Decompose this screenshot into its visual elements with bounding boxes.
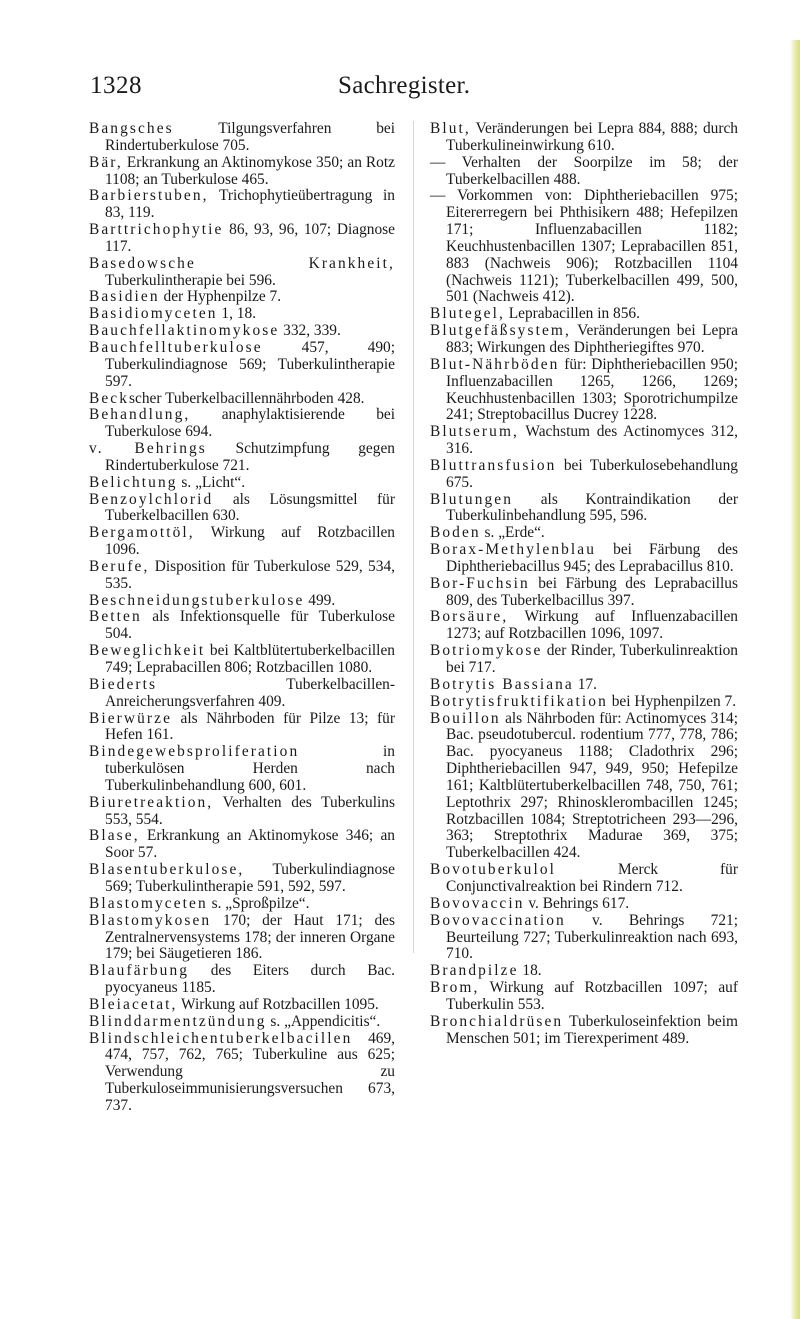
index-keyword: Bleiacetat, (89, 995, 178, 1013)
index-keyword: Bovovaccin (430, 894, 525, 912)
index-entry (430, 677, 738, 694)
index-entry (430, 542, 738, 576)
index-references: Wirkung auf Rotzbacillen 1097; auf Tuberkulin 553. (446, 979, 738, 1013)
index-entry (89, 828, 395, 862)
index-references: in tuberkulösen Herden nach Tuberkulinbehandlung 600, 601. (105, 743, 395, 794)
index-entry (89, 222, 395, 256)
index-entry (89, 593, 395, 610)
index-references: s. „Licht“. (177, 473, 246, 491)
running-title: Sachregister. (338, 72, 471, 99)
index-keyword: Biuretreaktion, (89, 793, 214, 811)
index-entry (89, 306, 395, 323)
index-references: s. „Appendicitis“. (266, 1012, 381, 1030)
index-entry (89, 559, 395, 593)
index-keyword: Blutserum, (430, 423, 519, 441)
index-entry (89, 711, 395, 745)
index-column-right (430, 121, 738, 1047)
index-entry (89, 896, 395, 913)
index-keyword: Beweglichkeit (89, 642, 206, 660)
index-entry (430, 913, 738, 964)
index-keyword: Botriomykose (430, 642, 543, 660)
index-references: 332, 339. (279, 322, 341, 340)
index-entry (89, 121, 395, 155)
index-entry (430, 576, 738, 610)
index-references: als Nährboden für Pilze 13; für Hefen 161. (105, 709, 395, 744)
index-references: s. „Sproßpilze“. (207, 894, 310, 912)
index-references: als Nährboden für: Actinomyces 314; Bac. pseudotubercul. rodentium 777, 778, 786; Bac. pyocyaneus 1188; Cladothrix 296; Diphtheriebacillen 947, 949, 950; Hefepilze 161; Kaltblütertuberkelbacillen 748, 750, 761; Leptothrix 297; Rhinosklerombacillen 1245; Rotzbacillen 1084; Streptotricheen 293—296, 363; Streptothrix Madurae 369, 375; Tuberkelbacillen 424. (446, 709, 738, 862)
index-keyword: Berufe, (89, 557, 150, 575)
index-keyword: Blinddarmentzündung (89, 1012, 267, 1030)
index-entry (430, 357, 738, 424)
index-references: Veränderungen bei Lepra 883; Wirkungen des Diphtheriegiftes 970. (446, 322, 738, 356)
index-references: Tuberkelbacillen-Anreicherungsverfahren 409. (105, 675, 395, 710)
index-keyword: Barbierstuben, (89, 187, 209, 205)
index-keyword: v. Behrings (89, 440, 207, 458)
index-entry (430, 896, 738, 913)
index-keyword: Behandlung, (89, 406, 191, 424)
index-references: Wachstum des Actinomyces 312, 316. (446, 423, 738, 458)
index-entry (430, 980, 738, 1014)
index-references: bei Färbung des Leprabacillus 809, des Tuberkelbacillus 397. (446, 574, 738, 609)
index-keyword: Blastomyceten (89, 894, 208, 912)
index-entry (89, 441, 395, 475)
index-entry (89, 407, 395, 441)
index-keyword: Blastomykosen (89, 911, 212, 929)
index-references: bei Färbung des Diphtheriebacillus 945; des Leprabacillus 810. (446, 541, 738, 575)
index-references: bei Hyphenpilzen 7. (607, 692, 737, 710)
index-entry (89, 963, 395, 997)
page-header (90, 72, 750, 102)
index-references: bei Tuberkulosebehandlung 675. (446, 456, 738, 491)
index-keyword: Brom, (430, 979, 480, 997)
index-entry (89, 323, 395, 340)
column-divider (413, 121, 414, 953)
index-entry (89, 1014, 395, 1031)
index-keyword: Barttrichophytie (89, 221, 224, 239)
index-keyword: Blutgefäßsystem, (430, 322, 571, 340)
index-keyword: Blut-Nährböden (430, 355, 560, 373)
index-entry (430, 862, 738, 896)
index-references: Tuberkuloseinfektion beim Menschen 501; im Tierexperiment 489. (446, 1012, 738, 1047)
index-keyword: Blindschleichentuberkelbacillen (89, 1029, 353, 1047)
index-keyword: Blasentuberkulose, (89, 861, 245, 879)
index-references: Trichophytieübertragung in 83, 119. (105, 187, 395, 222)
index-references: Verhalten des Tuberkulins 553, 554. (105, 793, 395, 828)
index-keyword: Basidien (89, 288, 160, 306)
index-entry (430, 711, 738, 863)
index-entry (89, 492, 395, 526)
index-keyword: Brandpilze (430, 962, 519, 980)
index-keyword: Bouillon (430, 709, 501, 727)
index-references: 469, 474, 757, 762, 765; Tuberkuline aus 625; Verwendung zu Tuberkuloseimmunisierungsversuchen 673, 737. (105, 1029, 395, 1114)
index-entry (89, 188, 395, 222)
index-references: 86, 93, 96, 107; Diagnose 117. (105, 221, 395, 255)
index-keyword: Bangsches (89, 120, 174, 137)
index-references: 1, 18. (217, 305, 257, 323)
index-references: Schutzimpfung gegen Rindertuberkulose 721. (105, 440, 395, 474)
index-entry (430, 694, 738, 711)
index-references: 457, 490; Tuberkulindiagnose 569; Tuberkulintherapie 597. (105, 338, 395, 390)
index-references: Erkrankung an Aktinomykose 346; an Soor 57. (105, 827, 395, 862)
index-references: 499. (304, 591, 336, 609)
index-keyword: Basidiomyceten (89, 305, 218, 323)
index-entry (89, 677, 395, 711)
index-keyword: Beschneidungstuberkulose (89, 591, 305, 609)
index-entry (89, 525, 395, 559)
index-references: Veränderungen bei Lepra 884, 888; durch Tuberkulineinwirkung 610. (446, 120, 738, 154)
index-references: als Lösungsmittel für Tuberkelbacillen 630. (105, 490, 395, 525)
index-entry (430, 155, 738, 189)
index-keyword: Blase, (89, 827, 140, 845)
index-keyword: Bronchialdrüsen (430, 1012, 564, 1030)
index-references: v. Behrings 617. (524, 894, 630, 912)
index-keyword: Blut, (430, 120, 471, 137)
index-references: 17. (573, 675, 597, 693)
index-references: 170; der Haut 171; des Zentralnervensystems 178; der inneren Organe 179; bei Säugetieren 186. (105, 911, 395, 963)
index-entry (89, 391, 395, 408)
index-references: Tilgungsverfahren bei Rindertuberkulose 705. (105, 120, 395, 154)
index-references: Wirkung auf Rotzbacillen 1096. (105, 524, 395, 559)
index-references: Disposition für Tuberkulose 529, 534, 535. (105, 557, 395, 592)
index-keyword: Blaufärbung (89, 962, 190, 980)
index-entry (430, 121, 738, 155)
index-entry (89, 795, 395, 829)
index-references: v. Behrings 721; Beurteilung 727; Tuberkulinreaktion nach 693, 710. (446, 911, 738, 963)
index-references: — Verhalten der Soorpilze im 58; der Tuberkelbacillen 488. (430, 153, 738, 188)
index-references: als Kontraindikation der Tuberkulinbehandlung 595, 596. (446, 490, 738, 525)
index-keyword: Bovovaccination (430, 911, 566, 929)
index-keyword: Benzoylchlorid (89, 490, 214, 508)
index-entry (430, 1014, 738, 1048)
index-column-left (89, 121, 395, 1115)
index-entry (89, 913, 395, 964)
page-number: 1328 (90, 72, 142, 99)
index-references: anaphylaktisierende bei Tuberkulose 694. (105, 406, 395, 441)
index-references: der Hyphenpilze 7. (159, 288, 282, 306)
index-entry (89, 609, 395, 643)
index-entry (89, 744, 395, 795)
index-keyword: Bindegewebsproliferation (89, 743, 300, 761)
index-references: Wirkung auf Rotzbacillen 1095. (177, 995, 379, 1013)
index-keyword: Botrytis Bassiana (430, 675, 574, 693)
index-entry (89, 1031, 395, 1115)
index-entry (89, 155, 395, 189)
index-keyword: Bär, (89, 153, 123, 171)
index-references: Erkrankung an Aktinomykose 350; an Rotz 1108; an Tuberkulose 465. (105, 153, 395, 188)
index-keyword: Boden (430, 524, 481, 542)
index-keyword: Bovotuberkulol (430, 861, 557, 879)
index-entry (430, 323, 738, 357)
index-entry (430, 424, 738, 458)
index-keyword: Blutegel, (430, 305, 505, 323)
index-keyword: Bauchfelltuberkulose (89, 338, 263, 356)
index-keyword: Basedowsche Krankheit, (89, 254, 395, 272)
index-keyword: Belichtung (89, 473, 178, 491)
index-entry (89, 340, 395, 391)
index-keyword: Blutungen (430, 490, 514, 508)
index-entry (430, 306, 738, 323)
index-references: des Eiters durch Bac. pyocyaneus 1185. (105, 962, 395, 997)
index-entry (89, 643, 395, 677)
index-entry (430, 525, 738, 542)
index-references: als Infektionsquelle für Tuberkulose 504. (105, 608, 395, 643)
index-references: Tuberkulintherapie bei 596. (105, 271, 276, 289)
index-keyword: Bergamottöl, (89, 524, 195, 542)
index-references: Tuberkulindiagnose 569; Tuberkulintherapie 591, 592, 597. (105, 861, 395, 895)
index-references: s. „Erde“. (480, 524, 545, 542)
index-entry (430, 492, 738, 526)
index-keyword: Biederts (89, 675, 158, 693)
index-keyword: Betten (89, 608, 142, 626)
index-entry (89, 289, 395, 306)
index-entry (89, 997, 395, 1014)
page-edge-tint (790, 40, 800, 1319)
index-entry (89, 475, 395, 492)
index-references: 18. (518, 962, 542, 980)
index-keyword: Bierwürze (89, 709, 172, 727)
index-keyword: Borax-Methylenblau (430, 541, 597, 559)
index-references: Leprabacillen in 856. (504, 305, 640, 323)
index-references: scher Tuberkelbacillennährboden 428. (129, 389, 365, 407)
index-entry (430, 643, 738, 677)
index-entry (430, 963, 738, 980)
index-entry (430, 188, 738, 306)
index-keyword: Botrytisfruktifikation (430, 692, 608, 710)
index-entry (430, 609, 738, 643)
index-keyword: Beck (89, 389, 130, 407)
index-entry (89, 862, 395, 896)
index-references: für: Diphtheriebacillen 950; Influenzabacillen 1265, 1266, 1269; Keuchhustenbacillen 1303; Sporotrichumpilze 241; Streptobacillus Ducrey 1228. (446, 355, 738, 424)
index-keyword: Bor-Fuchsin (430, 574, 530, 592)
index-keyword: Bauchfellaktinomykose (89, 322, 280, 340)
index-entry (430, 458, 738, 492)
index-references: der Rinder, Tuberkulinreaktion bei 717. (446, 642, 738, 676)
index-references: Merck für Conjunctivalreaktion bei Rindern 712. (446, 861, 738, 895)
index-entry (89, 256, 395, 290)
index-keyword: Borsäure, (430, 608, 509, 626)
index-references: — Vorkommen von: Diphtheriebacillen 975; Eitererregern bei Phthisikern 488; Hefepilzen 171; Influenzabacillen 1182; Keuchhustenbacillen 1307; Leprabacillen 851, 883 (Nachweis 906); Rotzbacillen 1104 (Nachweis 1121); Tuberkelbacillen 499, 500, 501 (Nachweis 412). (430, 187, 738, 306)
index-references: Wirkung auf Influenzabacillen 1273; auf Rotzbacillen 1096, 1097. (446, 608, 738, 643)
index-keyword: Bluttransfusion (430, 456, 557, 474)
index-references: bei Kaltblütertuberkelbacillen 749; Leprabacillen 806; Rotzbacillen 1080. (105, 642, 395, 676)
